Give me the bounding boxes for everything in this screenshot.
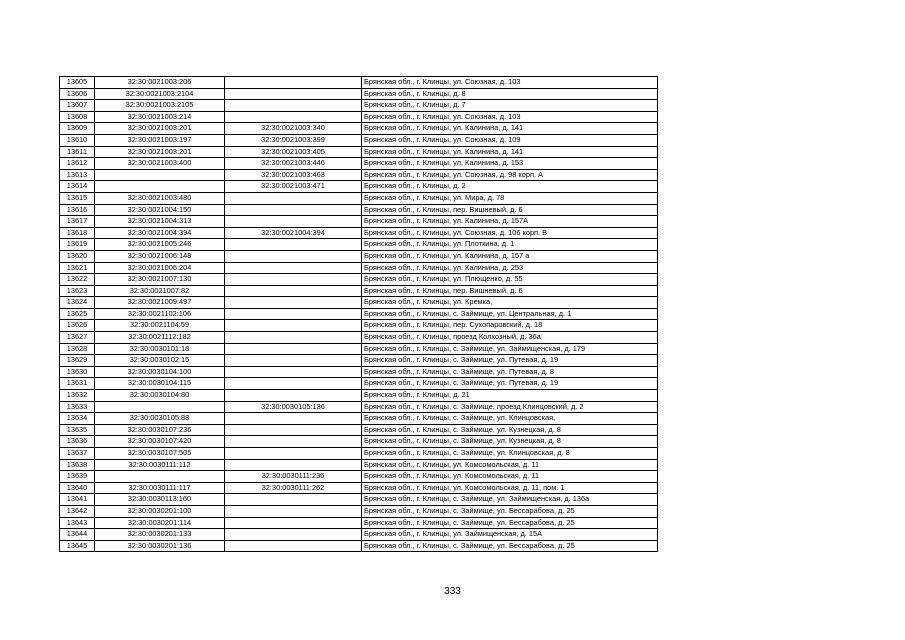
table-row <box>60 181 658 193</box>
address-cell: Брянская обл., г. Клинцы, с. Займище, ул. Центральная, д. 1 <box>362 308 658 320</box>
row-number-cell: 13623 <box>60 285 95 297</box>
address-cell: Брянская обл., г. Клинцы, ул. Союзная, д. 103 <box>362 111 658 123</box>
cadastral-number-cell: 32:30:0021005:246 <box>95 239 225 251</box>
address-cell: Брянская обл., г. Клинцы, проезд Колхозный, д. 36а <box>362 332 658 344</box>
related-cadastral-number-cell <box>225 204 362 216</box>
table-row <box>60 227 658 239</box>
address-cell: Брянская обл., г. Клинцы, ул. Союзная, д. 109 <box>362 134 658 146</box>
row-number-cell: 13610 <box>60 134 95 146</box>
row-number-cell: 13616 <box>60 204 95 216</box>
row-number-cell: 13643 <box>60 517 95 529</box>
cadastral-number-cell: 32:30:0021006:148 <box>95 250 225 262</box>
row-number-cell: 13632 <box>60 390 95 402</box>
row-number-cell: 13606 <box>60 88 95 100</box>
related-cadastral-number-cell <box>225 366 362 378</box>
row-number-cell: 13625 <box>60 308 95 320</box>
row-number-cell: 13612 <box>60 158 95 170</box>
table-row <box>60 146 658 158</box>
related-cadastral-number-cell <box>225 274 362 286</box>
address-cell: Брянская обл., г. Клинцы, с. Займище, ул. Путевая, д. 8 <box>362 366 658 378</box>
cadastral-number-cell <box>95 401 225 413</box>
cadastral-number-cell: 32:30:0021004:150 <box>95 204 225 216</box>
table-row <box>60 436 658 448</box>
cadastral-number-cell: 32:30:0030107:236 <box>95 424 225 436</box>
related-cadastral-number-cell <box>225 540 362 552</box>
cadastral-number-cell: 32:30:0030102:15 <box>95 355 225 367</box>
table-row <box>60 332 658 344</box>
address-cell: Брянская обл., г. Клинцы, д. 8 <box>362 88 658 100</box>
table-row <box>60 471 658 483</box>
table-row <box>60 123 658 135</box>
related-cadastral-number-cell: 32:30:0030105:136 <box>225 401 362 413</box>
table-row <box>60 401 658 413</box>
address-cell: Брянская обл., г. Клинцы, ул. Калинина, д. 141 <box>362 146 658 158</box>
address-cell: Брянская обл., г. Клинцы, с. Займище, ул. Бессарабова, д. 25 <box>362 540 658 552</box>
address-cell: Брянская обл., г. Клинцы, с. Займище, ул. Займищенская, д. 179 <box>362 343 658 355</box>
related-cadastral-number-cell <box>225 343 362 355</box>
related-cadastral-number-cell <box>225 494 362 506</box>
cadastral-number-cell: 32:30:0021006:204 <box>95 262 225 274</box>
address-cell: Брянская обл., г. Клинцы, с. Займище, ул. Кузнецкая, д. 8 <box>362 424 658 436</box>
address-cell: Брянская обл., г. Клинцы, ул. Комсомольская, д. 11 <box>362 459 658 471</box>
cadastral-number-cell: 32:30:0030105:88 <box>95 413 225 425</box>
cadastral-number-cell: 32:30:0030111:112 <box>95 459 225 471</box>
cadastral-number-cell: 32:30:0030113:160 <box>95 494 225 506</box>
related-cadastral-number-cell <box>225 77 362 89</box>
cadastral-number-cell: 32:30:0030107:420 <box>95 436 225 448</box>
table-row <box>60 448 658 460</box>
row-number-cell: 13607 <box>60 100 95 112</box>
cadastral-number-cell: 32:30:0021007:130 <box>95 274 225 286</box>
address-cell: Брянская обл., г. Клинцы, с. Займище, ул. Путевая, д. 19 <box>362 378 658 390</box>
address-cell: Брянская обл., г. Клинцы, с. Займище, ул. Бессарабова, д. 25 <box>362 505 658 517</box>
cadastral-number-cell: 32:30:0021004:394 <box>95 227 225 239</box>
cadastral-number-cell: 32:30:0021003:214 <box>95 111 225 123</box>
table-row <box>60 482 658 494</box>
table-row <box>60 111 658 123</box>
row-number-cell: 13641 <box>60 494 95 506</box>
table-row <box>60 540 658 552</box>
row-number-cell: 13635 <box>60 424 95 436</box>
address-cell: Брянская обл., г. Клинцы, ул. Комсомольская, д. 11, пом. 1 <box>362 482 658 494</box>
address-cell: Брянская обл., г. Клинцы, ул. Союзная, д. 103 <box>362 77 658 89</box>
row-number-cell: 13613 <box>60 169 95 181</box>
cadastral-number-cell: 32:30:0030104:115 <box>95 378 225 390</box>
related-cadastral-number-cell <box>225 529 362 541</box>
related-cadastral-number-cell <box>225 459 362 471</box>
row-number-cell: 13633 <box>60 401 95 413</box>
cadastral-number-cell: 32:30:0021102:106 <box>95 308 225 320</box>
cadastral-number-cell: 32:30:0021009:497 <box>95 297 225 309</box>
row-number-cell: 13608 <box>60 111 95 123</box>
address-cell: Брянская обл., г. Клинцы, ул. Калинина, д. 253 <box>362 262 658 274</box>
row-number-cell: 13634 <box>60 413 95 425</box>
address-cell: Брянская обл., г. Клинцы, пер. Сухопаровский, д. 18 <box>362 320 658 332</box>
address-cell: Брянская обл., г. Клинцы, пер. Вишневый, д. 6 <box>362 204 658 216</box>
address-cell: Брянская обл., г. Клинцы, ул. Калинина, д. 153 <box>362 158 658 170</box>
address-cell: Брянская обл., г. Клинцы, д. 21 <box>362 390 658 402</box>
table-row <box>60 517 658 529</box>
cadastral-number-cell <box>95 181 225 193</box>
address-cell: Брянская обл., г. Клинцы, ул. Калинина, д. 141 <box>362 123 658 135</box>
related-cadastral-number-cell <box>225 216 362 228</box>
related-cadastral-number-cell <box>225 448 362 460</box>
row-number-cell: 13619 <box>60 239 95 251</box>
table-row <box>60 285 658 297</box>
cadastral-number-cell: 32:30:0021112:182 <box>95 332 225 344</box>
address-cell: Брянская обл., г. Клинцы, с. Займище, ул. Клинцовская, <box>362 413 658 425</box>
related-cadastral-number-cell <box>225 297 362 309</box>
table-row <box>60 262 658 274</box>
table-row <box>60 343 658 355</box>
cadastral-number-cell: 32:30:0030201:100 <box>95 505 225 517</box>
related-cadastral-number-cell <box>225 390 362 402</box>
table-row <box>60 390 658 402</box>
address-cell: Брянская обл., г. Клинцы, с. Займище, проезд Клинцовский, д. 2 <box>362 401 658 413</box>
table-row <box>60 366 658 378</box>
row-number-cell: 13618 <box>60 227 95 239</box>
row-number-cell: 13626 <box>60 320 95 332</box>
related-cadastral-number-cell <box>225 320 362 332</box>
cadastral-number-cell: 32:30:0030104:80 <box>95 390 225 402</box>
table-row <box>60 505 658 517</box>
table-row <box>60 413 658 425</box>
row-number-cell: 13617 <box>60 216 95 228</box>
cadastral-number-cell: 32:30:0021003:201 <box>95 123 225 135</box>
address-cell: Брянская обл., г. Клинцы, ул. Союзная, д. 98 корп. А <box>362 169 658 181</box>
table-row <box>60 192 658 204</box>
address-cell: Брянская обл., г. Клинцы, ул. Калинина, д. 157А <box>362 216 658 228</box>
address-cell: Брянская обл., г. Клинцы, с. Займище, ул. Путевая, д. 19 <box>362 355 658 367</box>
table-row <box>60 320 658 332</box>
row-number-cell: 13640 <box>60 482 95 494</box>
cadastral-number-cell: 32:30:0030201:133 <box>95 529 225 541</box>
cadastral-number-cell: 32:30:0030201:136 <box>95 540 225 552</box>
cadastral-number-cell: 32:30:0030104:100 <box>95 366 225 378</box>
related-cadastral-number-cell: 32:30:0030111:236 <box>225 471 362 483</box>
cadastral-number-cell: 32:30:0021003:2105 <box>95 100 225 112</box>
related-cadastral-number-cell: 32:30:0021004:394 <box>225 227 362 239</box>
related-cadastral-number-cell <box>225 517 362 529</box>
cadastral-number-cell: 32:30:0021004:313 <box>95 216 225 228</box>
address-cell: Брянская обл., г. Клинцы, с. Займище, ул. Клинцовская, д. 8 <box>362 448 658 460</box>
cadastral-number-cell: 32:30:0030101:18 <box>95 343 225 355</box>
table-row <box>60 158 658 170</box>
related-cadastral-number-cell <box>225 262 362 274</box>
cadastral-number-cell: 32:30:0021003:2104 <box>95 88 225 100</box>
row-number-cell: 13639 <box>60 471 95 483</box>
related-cadastral-number-cell <box>225 100 362 112</box>
row-number-cell: 13620 <box>60 250 95 262</box>
table-row <box>60 88 658 100</box>
address-cell: Брянская обл., г. Клинцы, ул. Плоткина, д. 1 <box>362 239 658 251</box>
table-row <box>60 239 658 251</box>
table-row <box>60 204 658 216</box>
row-number-cell: 13638 <box>60 459 95 471</box>
related-cadastral-number-cell <box>225 192 362 204</box>
address-cell: Брянская обл., г. Клинцы, с. Займище, ул. Кузнецкая, д. 8 <box>362 436 658 448</box>
address-cell: Брянская обл., г. Клинцы, д. 7 <box>362 100 658 112</box>
cadastral-number-cell: 32:30:0030201:114 <box>95 517 225 529</box>
row-number-cell: 13645 <box>60 540 95 552</box>
related-cadastral-number-cell: 32:30:0021003:399 <box>225 134 362 146</box>
row-number-cell: 13615 <box>60 192 95 204</box>
row-number-cell: 13622 <box>60 274 95 286</box>
cadastral-number-cell: 32:30:0021003:201 <box>95 146 225 158</box>
table-row <box>60 77 658 89</box>
related-cadastral-number-cell <box>225 332 362 344</box>
row-number-cell: 13644 <box>60 529 95 541</box>
related-cadastral-number-cell <box>225 378 362 390</box>
cadastral-number-cell: 32:30:0021003:206 <box>95 77 225 89</box>
table-row <box>60 529 658 541</box>
row-number-cell: 13621 <box>60 262 95 274</box>
address-cell: Брянская обл., г. Клинцы, д. 2 <box>362 181 658 193</box>
table-row <box>60 459 658 471</box>
table-row <box>60 494 658 506</box>
table-row <box>60 216 658 228</box>
page-number: 333 <box>444 586 461 597</box>
row-number-cell: 13631 <box>60 378 95 390</box>
table-row <box>60 424 658 436</box>
address-cell: Брянская обл., г. Клинцы, пер. Вишневый, д. 6 <box>362 285 658 297</box>
related-cadastral-number-cell <box>225 505 362 517</box>
registry-table <box>59 76 658 552</box>
cadastral-number-cell: 32:30:0030111:117 <box>95 482 225 494</box>
table-row <box>60 274 658 286</box>
table-row <box>60 134 658 146</box>
row-number-cell: 13614 <box>60 181 95 193</box>
address-cell: Брянская обл., г. Клинцы, ул. Кремка, <box>362 297 658 309</box>
cadastral-number-cell: 32:30:0021003:400 <box>95 158 225 170</box>
table-row <box>60 297 658 309</box>
registry-table-body <box>60 77 658 552</box>
related-cadastral-number-cell <box>225 308 362 320</box>
address-cell: Брянская обл., г. Клинцы, ул. Займищенская, д. 15А <box>362 529 658 541</box>
related-cadastral-number-cell: 32:30:0021003:446 <box>225 158 362 170</box>
related-cadastral-number-cell: 32:30:0030111:262 <box>225 482 362 494</box>
address-cell: Брянская обл., г. Клинцы, ул. Калинина, д. 157 а <box>362 250 658 262</box>
address-cell: Брянская обл., г. Клинцы, ул. Плющенко, д. 55 <box>362 274 658 286</box>
related-cadastral-number-cell <box>225 436 362 448</box>
row-number-cell: 13636 <box>60 436 95 448</box>
table-row <box>60 355 658 367</box>
related-cadastral-number-cell: 32:30:0021003:340 <box>225 123 362 135</box>
table-row <box>60 250 658 262</box>
row-number-cell: 13637 <box>60 448 95 460</box>
table-row <box>60 100 658 112</box>
cadastral-number-cell <box>95 471 225 483</box>
table-row <box>60 169 658 181</box>
cadastral-number-cell: 32:30:0021003:480 <box>95 192 225 204</box>
related-cadastral-number-cell <box>225 355 362 367</box>
row-number-cell: 13605 <box>60 77 95 89</box>
row-number-cell: 13627 <box>60 332 95 344</box>
row-number-cell: 13628 <box>60 343 95 355</box>
row-number-cell: 13611 <box>60 146 95 158</box>
row-number-cell: 13624 <box>60 297 95 309</box>
address-cell: Брянская обл., г. Клинцы, с. Займище, ул. Бессарабова, д. 25 <box>362 517 658 529</box>
related-cadastral-number-cell <box>225 111 362 123</box>
related-cadastral-number-cell <box>225 413 362 425</box>
related-cadastral-number-cell: 32:30:0021003:463 <box>225 169 362 181</box>
address-cell: Брянская обл., г. Клинцы, с. Займище, ул. Займищенская, д. 136а <box>362 494 658 506</box>
table-row <box>60 308 658 320</box>
related-cadastral-number-cell <box>225 424 362 436</box>
table-row <box>60 378 658 390</box>
related-cadastral-number-cell: 32:30:0021003:471 <box>225 181 362 193</box>
cadastral-number-cell <box>95 169 225 181</box>
related-cadastral-number-cell <box>225 88 362 100</box>
row-number-cell: 13609 <box>60 123 95 135</box>
row-number-cell: 13629 <box>60 355 95 367</box>
cadastral-number-cell: 32:30:0030107:505 <box>95 448 225 460</box>
row-number-cell: 13642 <box>60 505 95 517</box>
row-number-cell: 13630 <box>60 366 95 378</box>
related-cadastral-number-cell <box>225 250 362 262</box>
address-cell: Брянская обл., г. Клинцы, ул. Мира, д. 78 <box>362 192 658 204</box>
address-cell: Брянская обл., г. Клинцы, ул. Комсомольская, д. 11 <box>362 471 658 483</box>
address-cell: Брянская обл., г. Клинцы, ул. Союзная, д. 106 корп. В <box>362 227 658 239</box>
related-cadastral-number-cell <box>225 239 362 251</box>
related-cadastral-number-cell <box>225 285 362 297</box>
cadastral-number-cell: 32:30:0021104:59 <box>95 320 225 332</box>
related-cadastral-number-cell: 32:30:0021003:405 <box>225 146 362 158</box>
cadastral-number-cell: 32:30:0021003:197 <box>95 134 225 146</box>
cadastral-number-cell: 32:30:0021007:82 <box>95 285 225 297</box>
